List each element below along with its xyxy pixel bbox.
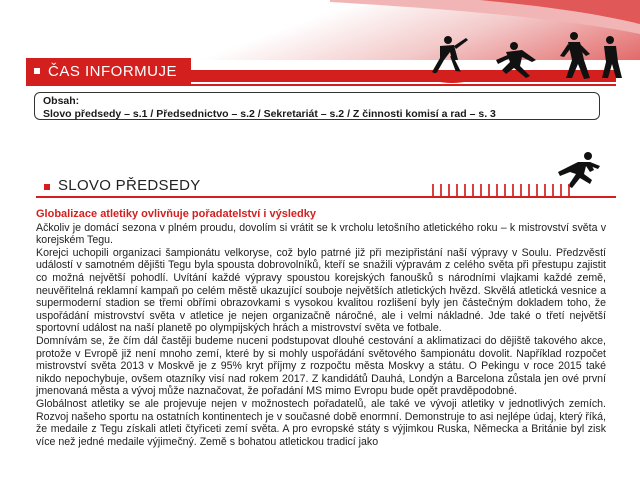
- contents-title: Obsah:: [43, 95, 80, 107]
- section2-stripes: [426, 184, 576, 196]
- article-paragraph: Domnívám se, že čím dál častěji budeme nuceni podstupovat dlouhé cestování a aklimatizaci do dějiště takového akce, protože v Evropě již není mnoho zemí, které by si mohly uspořádání světového šampionátu dovolit. Například rozpočet mistrovství světa 2013 v Moskvě je z 95% kryt příjmy z rozpočtu města Moskvy a státu. O Pekingu v roce 2015 také nikdo nepochybuje, ovšem otazníky visí nad rokem 2017. Z kandidátů Dauhá, Londýn a Barcelona zůstala jen ové první jmenovaná města a vývoj může naznačovat, že pořadání MS mimo Evropu bude opět pravděpodobné.: [36, 334, 606, 398]
- header-bullet: [34, 68, 40, 74]
- section2-title: SLOVO PŘEDSEDY: [58, 177, 201, 194]
- section-header-slovo-predsedy: [36, 176, 616, 198]
- article-title: Globalizace atletiky ovlivňuje pořadatelství i výsledky: [36, 208, 317, 220]
- section2-bullet: [44, 184, 50, 190]
- article: [36, 208, 606, 448]
- article-paragraph: Ačkoliv je domácí sezona v plném proudu, dovolím si vrátit se k vrcholu letošního atletického roku – k mistrovství světa v korejském Tegu.: [36, 221, 606, 247]
- section2-line: [36, 196, 616, 198]
- contents-box: [34, 92, 600, 120]
- header-label-block: [26, 58, 191, 84]
- article-paragraph: Globálnost atletiky se ale projevuje nejen v možnostech pořadatelů, ale také ve vývoji atletiky v jednotlivých zemích. Rozvoj našeho sportu na ostatních kontinentech je v současné době enormní. Demonstruje to asi nejlépe údaj, který říká, že medaile z Tegu získali atleti čtyřiceti zemí světa. A pro evropské státy s výjimkou Ruska, Německa a Británie byl zisk více než jedné medaile výjimečný. Země s bohatou atletickou tradicí jako: [36, 397, 606, 448]
- contents-items: Slovo předsedy – s.1 / Předsednictvo – s.2 / Sekretariát – s.2 / Z činnosti komisí a rad – s. 3: [43, 108, 496, 120]
- section-title: ČAS INFORMUJE: [48, 62, 178, 80]
- article-paragraph: Korejci uchopili organizaci šampionátu velkoryse, což bylo patrné již při mezipřistání naší výpravy v Soulu. Předzvěstí událostí v samotném dějišti Tegu byla spousta dobrovolníků, kteří se snažili výpravám z celého světa při přestupu zajistit co možná největší pohodlí. Uvítání každé výpravy spoustou korejských fanoušků s národními vlajkami každé země, neuvěřitelná reklamní kampaň po celém městě ukazující souboje největších atletických hvězd. Skvělá atletická vesnice a supermoderní stadion se třemi obřími obrazovkami s vysokou kvalitou rozlišení byly jen částečným dokladem toho, že uspořádání mistrovství světa v atletice je nejen organizačně náročné, ale i velmi nákladné. Jde také o třetí největší sportovní událost na naší planetě po olympijských hrách a mistrovství světa ve fotbale.: [36, 246, 606, 335]
- athletes-silhouette-icon: [426, 30, 626, 86]
